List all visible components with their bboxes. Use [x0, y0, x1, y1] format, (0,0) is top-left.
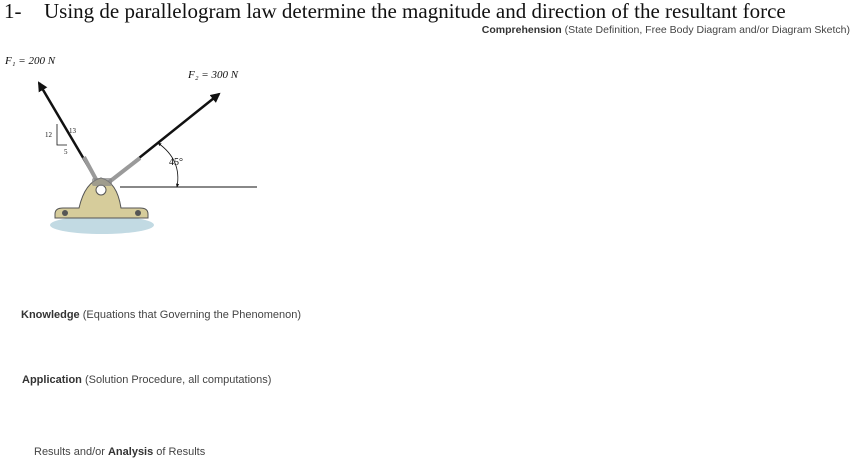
application-heading [22, 374, 271, 386]
f1-label: F₁ = 200 N [5, 55, 56, 67]
results-bold: Analysis [107, 446, 154, 458]
knowledge-desc: (Equations that Governing the Phenomenon) [79, 309, 302, 321]
slope-vertical-label: 12 [45, 131, 52, 139]
results-heading [34, 446, 205, 458]
knowledge-heading [21, 309, 301, 321]
slope-hypotenuse-label: 13 [69, 127, 76, 135]
angle-label: 45° [169, 157, 183, 168]
problem-statement: Using de parallelogram law determine the magnitude and direction of the resultant force [44, 0, 786, 23]
ground-shadow [50, 216, 154, 234]
results-suffix: of Results [153, 446, 206, 458]
knowledge-bold: Knowledge [21, 309, 80, 321]
application-desc: (Solution Procedure, all computations) [81, 374, 272, 386]
f2-label: F₂ = 300 N [188, 69, 239, 81]
problem-title [4, 0, 786, 24]
problem-number: 1- [4, 0, 22, 23]
results-prefix: Results and/or [34, 446, 108, 458]
comprehension-heading [482, 24, 850, 36]
anchor-bracket [55, 178, 148, 218]
application-bold: Application [22, 374, 82, 386]
comprehension-bold: Comprehension [481, 24, 562, 36]
comprehension-desc: (State Definition, Free Body Diagram and/or Diagram Sketch) [561, 24, 850, 36]
slope-horizontal-label: 5 [64, 148, 68, 156]
force-diagram [0, 45, 300, 245]
